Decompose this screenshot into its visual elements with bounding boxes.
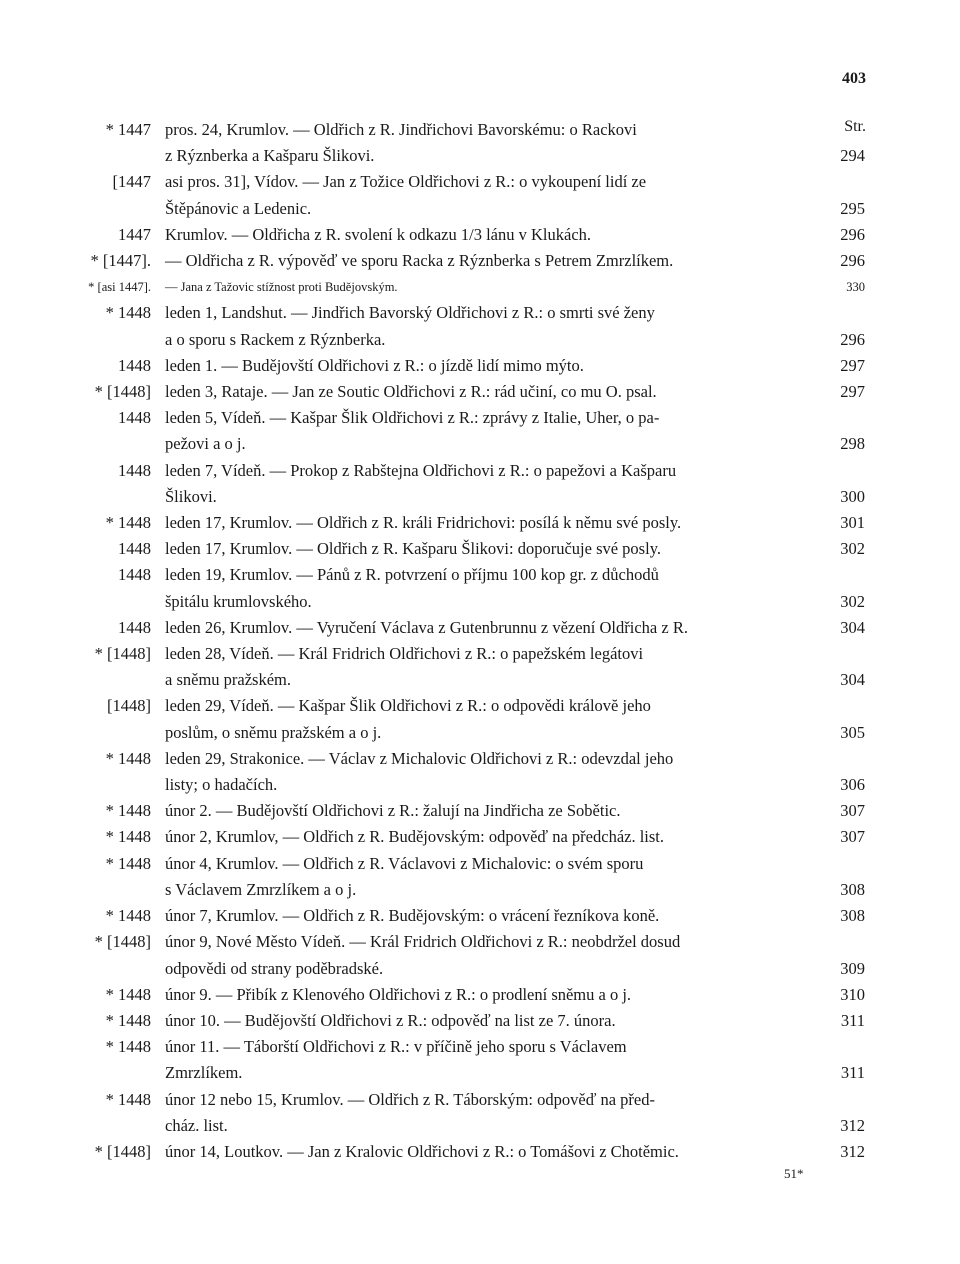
entry-date: * 1448 <box>105 513 151 533</box>
entry-text: s Václavem Zmrzlíkem a o j. <box>165 879 357 899</box>
entry-line <box>165 222 865 248</box>
register-entry <box>0 693 960 745</box>
entry-line <box>165 431 865 457</box>
entry-page-ref: 297 <box>840 355 865 375</box>
register-entry <box>0 353 960 379</box>
entry-text: Krumlov. — Oldřicha z R. svolení k odkazu 1/3 lánu v Klukách. <box>165 224 592 244</box>
entry-date: * 1448 <box>105 303 151 323</box>
entry-date: * [1448] <box>94 932 151 952</box>
entry-body <box>165 510 865 536</box>
entry-page-ref <box>829 458 865 484</box>
entry-text: asi pros. 31], Vídov. — Jan z Tožice Oldřichovi z R.: o vykoupení lidí ze <box>165 172 647 192</box>
entry-text: Šlikovi. <box>165 486 217 506</box>
entry-body <box>165 1008 865 1034</box>
entry-line <box>165 641 865 667</box>
entry-page-ref: 301 <box>840 513 865 533</box>
entry-page-ref <box>829 562 865 588</box>
entry-line <box>165 510 865 536</box>
entry-page-ref <box>829 641 865 667</box>
entry-page-ref: 308 <box>840 906 865 926</box>
entry-body <box>165 562 865 614</box>
entry-date: 1447 <box>118 224 151 244</box>
register-entry <box>0 562 960 614</box>
register-entry <box>0 903 960 929</box>
register-entry <box>0 248 960 274</box>
entry-text: leden 5, Vídeň. — Kašpar Šlik Oldřichovi z R.: zprávy z Italie, Uher, o pa- <box>165 408 660 428</box>
entry-body <box>165 117 865 169</box>
entry-line <box>165 1113 865 1139</box>
entry-body <box>165 851 865 903</box>
entry-line <box>165 746 865 772</box>
entry-line <box>165 693 865 719</box>
entry-body <box>165 1034 865 1086</box>
entry-line <box>165 196 865 222</box>
entry-page-ref: 310 <box>840 984 865 1004</box>
entry-date: 1448 <box>118 460 151 480</box>
register-entry <box>0 405 960 457</box>
entry-text: leden 28, Vídeň. — Král Fridrich Oldřichovi z R.: o papežském legátovi <box>165 644 644 664</box>
entry-line <box>165 1008 865 1034</box>
entry-date: * 1448 <box>105 1089 151 1109</box>
entry-page-ref: 330 <box>846 280 865 295</box>
register-entry <box>0 824 960 850</box>
register-entry <box>0 510 960 536</box>
entry-line <box>165 484 865 510</box>
entry-line <box>165 798 865 824</box>
entry-text: únor 10. — Budějovští Oldřichovi z R.: odpověď na list ze 7. února. <box>165 1010 616 1030</box>
entry-body <box>165 222 865 248</box>
register-entry <box>0 929 960 981</box>
entry-page-ref: 308 <box>840 879 865 899</box>
entry-text: leden 1. — Budějovští Oldřichovi z R.: o jízdě lidí mimo mýto. <box>165 355 584 375</box>
entry-date: * 1448 <box>105 853 151 873</box>
entry-body <box>165 353 865 379</box>
entry-line <box>165 956 865 982</box>
entry-text: únor 9, Nové Město Vídeň. — Král Fridrich Oldřichovi z R.: neobdržel dosud <box>165 932 681 952</box>
entry-page-ref <box>829 300 865 326</box>
register-entry <box>0 982 960 1008</box>
entry-text: špitálu krumlovského. <box>165 591 312 611</box>
entry-text: únor 9. — Přibík z Klenového Oldřichovi z R.: o prodlení sněmu a o j. <box>165 984 632 1004</box>
register-entry <box>0 169 960 221</box>
entry-page-ref: 294 <box>840 146 865 166</box>
register-entry <box>0 1008 960 1034</box>
entry-text: a sněmu pražském. <box>165 670 291 690</box>
entry-date: * 1448 <box>105 827 151 847</box>
entry-line <box>165 1034 865 1060</box>
entry-text: pros. 24, Krumlov. — Oldřich z R. Jindřichovi Bavorskému: o Rackovi <box>165 120 637 139</box>
entry-text: leden 29, Vídeň. — Kašpar Šlik Oldřichovi z R.: o odpovědi královĕ jeho <box>165 696 651 716</box>
entry-page-ref: 297 <box>840 382 865 402</box>
entry-page-ref: 302 <box>840 591 865 611</box>
entry-page-ref: 296 <box>840 329 865 349</box>
entry-date: * [1448] <box>94 1141 151 1161</box>
entry-text: únor 2. — Budějovští Oldřichovi z R.: žalují na Jindřicha ze Sobětic. <box>165 801 621 821</box>
entry-date: 1448 <box>118 408 151 428</box>
entry-text: leden 3, Rataje. — Jan ze Soutic Oldřichovi z R.: rád učiní, co mu O. psal. <box>165 382 657 402</box>
entry-date: 1448 <box>118 539 151 559</box>
entry-line <box>165 169 865 195</box>
entry-date: * [asi 1447]. <box>88 280 151 295</box>
entry-line <box>165 1087 865 1113</box>
entry-date: * [1448] <box>94 644 151 664</box>
register-entry <box>0 1139 960 1165</box>
entry-body <box>165 274 865 300</box>
entry-line <box>165 589 865 615</box>
entry-page-ref: 296 <box>840 224 865 244</box>
entry-line <box>165 877 865 903</box>
entry-page-ref: 311 <box>840 1010 865 1030</box>
entry-line <box>165 300 865 326</box>
entry-page-ref: 309 <box>840 958 865 978</box>
register-entry <box>0 746 960 798</box>
register-entry <box>0 536 960 562</box>
entry-page-ref: 312 <box>840 1115 865 1135</box>
register-entry <box>0 222 960 248</box>
entry-line <box>165 772 865 798</box>
entry-body <box>165 824 865 850</box>
entry-line <box>165 615 865 641</box>
entry-body <box>165 746 865 798</box>
entry-text: Zmrzlíkem. <box>165 1063 243 1083</box>
entry-date: * [1448] <box>94 382 151 402</box>
entry-line <box>165 379 865 405</box>
entry-page-ref: 304 <box>840 617 865 637</box>
entry-text: leden 26, Krumlov. — Vyručení Václava z Gutenbrunnu z vězení Oldřicha z R. <box>165 617 688 637</box>
entry-page-ref <box>829 405 865 431</box>
entry-date: [1447 <box>112 172 151 192</box>
entry-text: odpovědi od strany poděbradské. <box>165 958 384 978</box>
entry-page-ref: 307 <box>840 827 865 847</box>
entry-date: * 1448 <box>105 801 151 821</box>
entry-line <box>165 274 865 300</box>
entry-text: únor 11. — Táborští Oldřichovi z R.: v příčině jeho sporu s Václavem <box>165 1037 627 1057</box>
entry-body <box>165 1139 865 1165</box>
entry-page-ref: 305 <box>840 722 865 742</box>
entry-date: * 1448 <box>105 748 151 768</box>
register-entry <box>0 1087 960 1139</box>
register-entries <box>0 117 960 1165</box>
entry-line <box>165 353 865 379</box>
register-entry <box>0 274 960 300</box>
entry-text: — Jana z Tažovic stížnost proti Budějovským. <box>165 280 398 295</box>
register-entry <box>0 641 960 693</box>
entry-line <box>165 1060 865 1086</box>
entry-line <box>165 851 865 877</box>
register-entry <box>0 615 960 641</box>
entry-text: cház. list. <box>165 1115 228 1135</box>
entry-text: leden 17, Krumlov. — Oldřich z R. Kašparu Šlikovi: doporučuje své posly. <box>165 539 661 559</box>
entry-body <box>165 982 865 1008</box>
register-entry <box>0 1034 960 1086</box>
entry-text: únor 12 nebo 15, Krumlov. — Oldřich z R. Táborským: odpověď na před- <box>165 1089 655 1109</box>
register-entry <box>0 458 960 510</box>
entry-date: 1448 <box>118 617 151 637</box>
entry-line <box>165 458 865 484</box>
entry-body <box>165 169 865 221</box>
entry-text: a o sporu s Rackem z Rýznberka. <box>165 329 386 349</box>
entry-body <box>165 405 865 457</box>
entry-text: leden 29, Strakonice. — Václav z Michalovic Oldřichovi z R.: odevzdal jeho <box>165 748 674 768</box>
entry-text: únor 7, Krumlov. — Oldřich z R. Budějovským: o vrácení řezníkova koně. <box>165 906 660 926</box>
entry-page-ref <box>829 117 865 143</box>
entry-body <box>165 248 865 274</box>
entry-page-ref <box>829 169 865 195</box>
entry-text: leden 19, Krumlov. — Pánů z R. potvrzení o příjmu 100 kop gr. z důchodů <box>165 565 659 585</box>
register-entry <box>0 851 960 903</box>
entry-line <box>165 248 865 274</box>
entry-page-ref <box>829 1087 865 1113</box>
entry-line <box>165 824 865 850</box>
entry-line <box>165 1139 865 1165</box>
entry-date: 1448 <box>118 355 151 375</box>
register-entry <box>0 379 960 405</box>
entry-line <box>165 667 865 693</box>
page-column-label: Str. <box>844 118 866 135</box>
entry-line <box>165 929 865 955</box>
entry-page-ref: 304 <box>840 670 865 690</box>
entry-page-ref: 311 <box>840 1063 865 1083</box>
entry-body <box>165 458 865 510</box>
entry-date: * 1447 <box>105 120 151 139</box>
entry-page-ref: 312 <box>840 1141 865 1161</box>
entry-body <box>165 536 865 562</box>
register-entry <box>0 300 960 352</box>
entry-line <box>165 536 865 562</box>
footer-signature-mark: 51* <box>784 1166 804 1181</box>
entry-date: * 1448 <box>105 984 151 1004</box>
entry-line <box>165 117 865 143</box>
entry-text: leden 1, Landshut. — Jindřich Bavorský Oldřichovi z R.: o smrti své ženy <box>165 303 655 323</box>
entry-line <box>165 720 865 746</box>
entry-text: leden 17, Krumlov. — Oldřich z R. králi Fridrichovi: posílá k němu své posly. <box>165 513 682 533</box>
entry-body <box>165 379 865 405</box>
entry-date: [1448] <box>107 696 151 716</box>
entry-page-ref <box>829 851 865 877</box>
entry-page-ref: 296 <box>840 251 865 271</box>
entry-body <box>165 798 865 824</box>
entry-date: * [1447]. <box>90 251 151 271</box>
entry-page-ref <box>829 929 865 955</box>
entry-body <box>165 929 865 981</box>
entry-text: únor 14, Loutkov. — Jan z Kralovic Oldřichovi z R.: o Tomášovi z Chotěmic. <box>165 1141 679 1161</box>
entry-page-ref: 307 <box>840 801 865 821</box>
entry-line <box>165 405 865 431</box>
entry-date: 1448 <box>118 565 151 585</box>
entry-body <box>165 693 865 745</box>
entry-text: leden 7, Vídeň. — Prokop z Rabštejna Oldřichovi z R.: o papežovi a Kašparu <box>165 460 677 480</box>
entry-text: únor 4, Krumlov. — Oldřich z R. Václavovi z Michalovic: o svém sporu <box>165 853 644 873</box>
entry-date: * 1448 <box>105 1010 151 1030</box>
entry-text: pežovi a o j. <box>165 434 246 454</box>
entry-page-ref: 302 <box>840 539 865 559</box>
entry-page-ref: 306 <box>840 775 865 795</box>
entry-body <box>165 615 865 641</box>
entry-text: únor 2, Krumlov, — Oldřich z R. Budějovským: odpověď na předcház. list. <box>165 827 665 847</box>
entry-text: poslům, o sněmu pražském a o j. <box>165 722 382 742</box>
entry-page-ref: 298 <box>840 434 865 454</box>
entry-date: * 1448 <box>105 1037 151 1057</box>
entry-text: z Rýznberka a Kašparu Šlikovi. <box>165 146 375 166</box>
entry-line <box>165 562 865 588</box>
entry-line <box>165 982 865 1008</box>
entry-line <box>165 143 865 169</box>
entry-page-ref <box>829 1034 865 1060</box>
entry-body <box>165 1087 865 1139</box>
entry-text: listy; o hadačích. <box>165 775 278 795</box>
page-number: 403 <box>842 70 866 87</box>
entry-date: * 1448 <box>105 906 151 926</box>
entry-line <box>165 327 865 353</box>
entry-body <box>165 641 865 693</box>
entry-page-ref: 300 <box>840 486 865 506</box>
register-entry <box>0 798 960 824</box>
entry-body <box>165 903 865 929</box>
entry-text: — Oldřicha z R. výpověď ve sporu Racka z Rýznberka s Petrem Zmrzlíkem. <box>165 251 674 271</box>
entry-page-ref <box>829 693 865 719</box>
entry-line <box>165 903 865 929</box>
entry-text: Štěpánovic a Ledenic. <box>165 198 312 218</box>
register-entry <box>0 117 960 169</box>
entry-page-ref <box>829 746 865 772</box>
entry-page-ref: 295 <box>840 198 865 218</box>
entry-body <box>165 300 865 352</box>
